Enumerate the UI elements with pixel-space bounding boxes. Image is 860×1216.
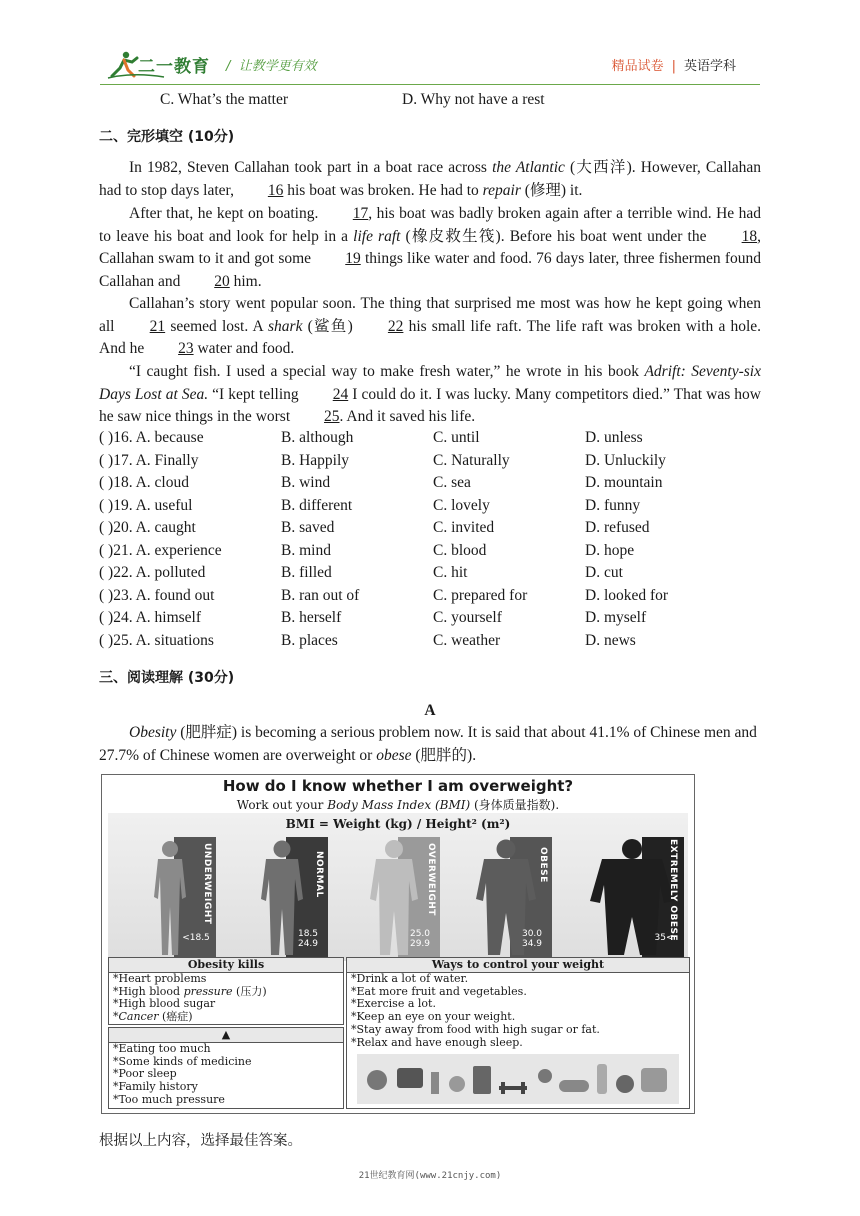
list-item: *Some kinds of medicine xyxy=(113,1054,252,1068)
blank-23: 23 xyxy=(178,340,194,358)
question-row: ( )25. A. situations B. places C. weather D. news xyxy=(99,632,636,649)
list-item: *Stay away from food with high sugar or fat. xyxy=(351,1022,600,1036)
cloze-paragraph-2: After that, he kept on boating. 17, his boat was badly broken again after a terrible wind. He had to leave his boat and look for help in a life raft (橡皮救生筏). Before his boat went under the 18, Callahan swam to it and got some 19 things like water and food. 76 days later, three fishermen found Callahan and 20 him. xyxy=(99,203,761,293)
cloze-paragraph-1: In 1982, Steven Callahan took part in a boat race across the Atlantic (大西洋). However, Callahan had to stop days later, 16 his boat was broken. He had to repair (修理) it. xyxy=(99,157,761,202)
figure-obese: OBESE 30.0 34.9 xyxy=(456,837,552,957)
cloze-paragraph-4: “I caught fish. I used a special way to make fresh water,” he wrote in his book Adrift: Seventy-six Days Lost at Sea. “I kept telling 24 I could do it. I was lucky. Many competitors died.” That was how he saw nice things in the worst 25. And it saved his life. xyxy=(99,361,761,429)
question-row: ( )24. A. himself B. herself C. yourself D. myself xyxy=(99,609,647,626)
blank-22: 22 xyxy=(387,317,404,335)
healthy-items-icon xyxy=(357,1054,679,1104)
infographic-title: How do I know whether I am overweight? xyxy=(222,777,574,795)
list-item: *Too much pressure xyxy=(113,1092,225,1106)
blank-20: 20 xyxy=(214,272,230,290)
list-item: *Drink a lot of water. xyxy=(351,972,469,985)
ways-title: Ways to control your weight xyxy=(347,958,689,973)
question-row: ( )19. A. useful B. different C. lovely D. funny xyxy=(99,497,641,514)
prev-option-row xyxy=(99,91,761,113)
cloze-paragraph-3: Callahan’s story went popular soon. The thing that surprised me most was how he kept going when all 21 seemed lost. A shark (鲨鱼) 22 his small life raft. The life raft was broken with a hole. And he 23 water and food. xyxy=(99,293,761,361)
blank-19: 19 xyxy=(345,250,361,268)
figure-normal: NORMAL 18.5 24.9 xyxy=(232,837,328,957)
obesity-kills-box xyxy=(108,957,344,1025)
question-row: ( )16. A. because B. although C. until D. unless xyxy=(99,429,643,446)
question-row: ( )23. A. found out B. ran out of C. prepared for D. looked for xyxy=(99,587,669,604)
blank-21: 21 xyxy=(149,317,166,335)
page-footer: 21世纪教育网(www.21cnjy.com) xyxy=(358,1171,502,1181)
ways-control-weight-box xyxy=(346,957,690,1109)
header-subject: 英语学科 xyxy=(683,59,736,74)
figure-extremely-obese: EXTREMELY OBESE 35< xyxy=(576,837,684,957)
obesity-kills-title: Obesity kills xyxy=(109,958,343,973)
blank-18: 18 xyxy=(741,227,758,245)
bmi-formula: BMI = Weight (kg) / Height² (m²) xyxy=(285,817,511,831)
bmi-infographic xyxy=(101,774,695,1114)
header-slogan: / 让教学更有效 xyxy=(226,59,317,74)
logo-text: 二一教育 xyxy=(138,57,210,77)
infographic-subtitle: Work out your Body Mass Index (BMI) (身体质量指数). xyxy=(236,798,560,812)
question-row: ( )20. A. caught B. saved C. invited D. refused xyxy=(99,519,650,536)
list-item: *High blood sugar xyxy=(113,997,216,1011)
header-right: 精品试卷 | 英语学科 xyxy=(611,59,736,74)
list-item: *Family history xyxy=(113,1080,198,1094)
obesity-causes-box xyxy=(108,1027,344,1109)
question-row: ( )18. A. cloud B. wind C. sea D. mountain xyxy=(99,474,663,491)
prev-option-c: C. What’s the matter xyxy=(160,91,288,108)
section-cloze-title: 二、完形填空 (10分) xyxy=(99,129,235,145)
list-item: *Keep an eye on your weight. xyxy=(351,1010,516,1024)
passage-label: A xyxy=(424,702,436,719)
bmi-figures-band xyxy=(108,813,688,961)
header-label: 精品试卷 xyxy=(611,59,664,74)
blank-24: 24 xyxy=(332,385,349,403)
figure-underweight: UNDERWEIGHT <18.5 xyxy=(120,837,216,957)
list-item: *Relax and have enough sleep. xyxy=(351,1035,523,1049)
prev-option-d: D. Why not have a rest xyxy=(402,91,545,108)
list-item: *Eat more fruit and vegetables. xyxy=(351,984,527,998)
instruction-text: 根据以上内容，选择最佳答案。 xyxy=(99,1133,302,1149)
list-item: *Heart problems xyxy=(113,972,207,985)
question-row: ( )22. A. polluted B. filled C. hit D. cut xyxy=(99,564,623,581)
passage-intro: Obesity (肥胖症) is becoming a serious problem now. It is said that about 41.1% of Chinese men and 27.7% of Chinese women are overweight or obese (肥胖的). xyxy=(99,724,757,764)
list-item: *High blood pressure (压力) xyxy=(113,984,267,998)
figure-overweight: OVERWEIGHT 25.0 29.9 xyxy=(344,837,440,957)
section-reading-title: 三、阅读理解 (30分) xyxy=(99,670,235,686)
question-row: ( )21. A. experience B. mind C. blood D. hope xyxy=(99,542,635,559)
blank-17: 17 xyxy=(352,205,369,222)
list-item: *Cancer (癌症) xyxy=(113,1010,193,1024)
causes-triangle-icon: ▲ xyxy=(109,1028,343,1043)
blank-25: 25 xyxy=(324,408,340,426)
page-header xyxy=(100,48,760,85)
list-item: *Poor sleep xyxy=(113,1067,177,1081)
list-item: *Exercise a lot. xyxy=(351,997,436,1011)
question-row: ( )17. A. Finally B. Happily C. Naturally D. Unluckily xyxy=(99,452,666,469)
blank-16: 16 xyxy=(267,181,284,199)
list-item: *Eating too much xyxy=(113,1042,211,1055)
